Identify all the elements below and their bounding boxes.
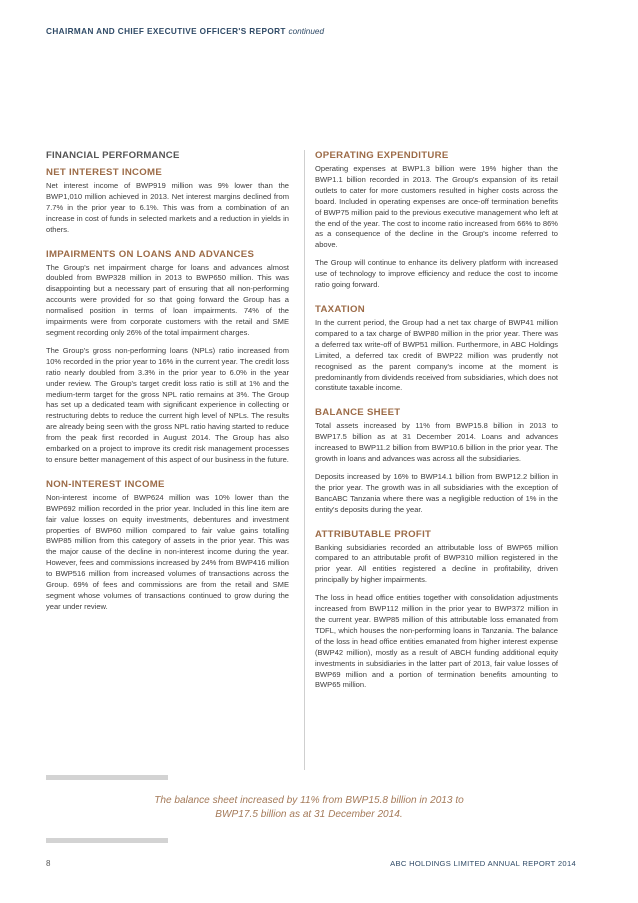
impairments-paragraph-1: The Group's net impairment charge for loans and advances almost doubled from BWP328 million in 2013 to BWP650 million. This was disappointing but a necessary part of ensuring that all non-performing accounts were provided for so that going forward the Group has a normalised position in terms of loan impairments. 74% of the impairments were from corporate customers with the retail and SME segment recording only 26% of the total impairment charges. [46,262,289,337]
quote-top-bar [46,775,168,780]
taxation-paragraph: In the current period, the Group had a net tax charge of BWP41 million compared to a tax charge of BWP80 million in the prior year. There was a deferred tax write-off of BWP51 million. Furthermore, in ABC Holdings Limited, a deferred tax credit of BWP22 million was prudently not recognised as the parent company's income at the moment is predominantly from dividends received from subsidiaries, which does not constitute taxable income. [315,317,558,393]
attributable-profit-paragraph-1: Banking subsidiaries recorded an attributable loss of BWP65 million compared to an attributable profit of BWP310 million registered in the prior year. All entities registered a decline in profitability, driven principally by higher impairments. [315,542,558,585]
footer-report-title: ABC HOLDINGS LIMITED ANNUAL REPORT 2014 [390,859,576,868]
header-continued: continued [288,27,325,36]
operating-expenditure-paragraph-2: The Group will continue to enhance its delivery platform with increased use of technology to improve efficiency and reduce the cost to income ratio going forward. [315,258,558,290]
header-title: CHAIRMAN AND CHIEF EXECUTIVE OFFICER'S REPORT [46,27,286,36]
attributable-profit-paragraph-2: The loss in head office entities together with consolidation adjustments increased from BWP112 million in the prior year to BWP372 million in the current year. BWP85 million of this attributable loss emanated from TDFL, which houses the non-performing loans in Tanzania. The balance of the loss in head office entities emanated from higher interest expense (BWP42 million), mostly as a result of ABCH funding additional equity investments in subsidiaries in the latter part of 2013, fair value losses of BWP69 million and a portion of termination benefits amounting to BWP65 million. [315,593,558,690]
impairments-paragraph-2: The Group's gross non-performing loans (NPLs) ratio increased from 10% recorded in the prior year to 16% in the current year. The credit loss ratio nearly doubled from 3.3% in the prior year to 6.0% in the year under review. The Group's target credit loss ratio is still at 1% and the medium-term target for the gross NPL ratio remains at 3%. The Group has set up a dedicated team with significant experience in collecting or restructuring debts to reduce the current high level of NPLs. The results are already being seen with the gross NPL ratio having started to reduce from the peak first recorded in August 2014. The Group has also embarked on a project to improve its credit risk management processes to ensure better management of this aspect of our business in the future. [46,345,289,464]
net-interest-income-heading: NET INTEREST INCOME [46,167,163,178]
column-divider [304,150,305,770]
taxation-heading: TAXATION [315,303,366,315]
balance-sheet-heading: BALANCE SHEET [315,407,401,419]
balance-sheet-paragraph-2: Deposits increased by 16% to BWP14.1 billion from BWP12.2 billion in the prior year. The growth was in all subsidiaries with the exception of BancABC Tanzania where there was a negligible reduction of 1% in the entity's deposits during the year. [315,471,558,514]
report-header [46,27,324,36]
attributable-profit-heading: ATTRIBUTABLE PROFIT [315,528,432,540]
balance-sheet-paragraph-1: Total assets increased by 11% from BWP15.8 billion in 2013 to BWP17.5 billion as at 31 December 2014. Loans and advances increased to BWP11.2 billion from BWP10.6 billion in the prior year. The growth in loans and advances was across all the subsidiaries. [315,421,558,464]
right-column [315,150,558,698]
non-interest-income-paragraph: Non-interest income of BWP624 million was 10% lower than the BWP692 million recorded in the prior year. Included in this line item are fair value losses on equity investments, debentures and investment properties of BWP60 million compared to fair value gains totalling BWP85 million from this category of assets in the prior year. This was the major cause of the decline in non-interest income during the year. However, fees and commissions increased by 24% from BWP416 million to BWP516 million from increased volumes of transactions across the Group. 69% of fees and commissions are from the retail and SME segment whose volumes of transactions continued to grow during the year under review. [46,492,289,611]
pull-quote-line-2: BWP17.5 billion as at 31 December 2014. [215,808,403,820]
pull-quote-line-1: The balance sheet increased by 11% from BWP15.8 billion in 2013 to [154,795,464,806]
non-interest-income-heading: NON-INTEREST INCOME [46,478,165,490]
left-column [46,150,289,620]
net-interest-income-paragraph: Net interest income of BWP919 million was 9% lower than the BWP1,010 million achieved in 2013. Net interest margins declined from 7.7% in the prior year to 6.1%. This was from a combination of an increase in cost of funds in selected markets and a reduction in yields in others. [46,181,289,234]
impairments-heading: IMPAIRMENTS ON LOANS AND ADVANCES [46,248,255,260]
page-number: 8 [46,859,51,868]
operating-expenditure-paragraph-1: Operating expenses at BWP1.3 billion were 19% higher than the BWP1.1 billion recorded in 2013. The Group's expansion of its retail outlets to cater for more customers resulted in higher costs across the board. Included in operating expenses are once-off termination benefits of BWP75 million paid to the previous executive management who left at the end of the year. The cost to income ratio increased from 66% to 86% as a consequence of the decline in the Group's income referred to above. [315,164,558,250]
quote-bottom-bar [46,838,168,843]
operating-expenditure-heading: OPERATING EXPENDITURE [315,150,449,161]
financial-performance-heading: FINANCIAL PERFORMANCE [46,150,180,161]
pull-quote [100,794,518,821]
